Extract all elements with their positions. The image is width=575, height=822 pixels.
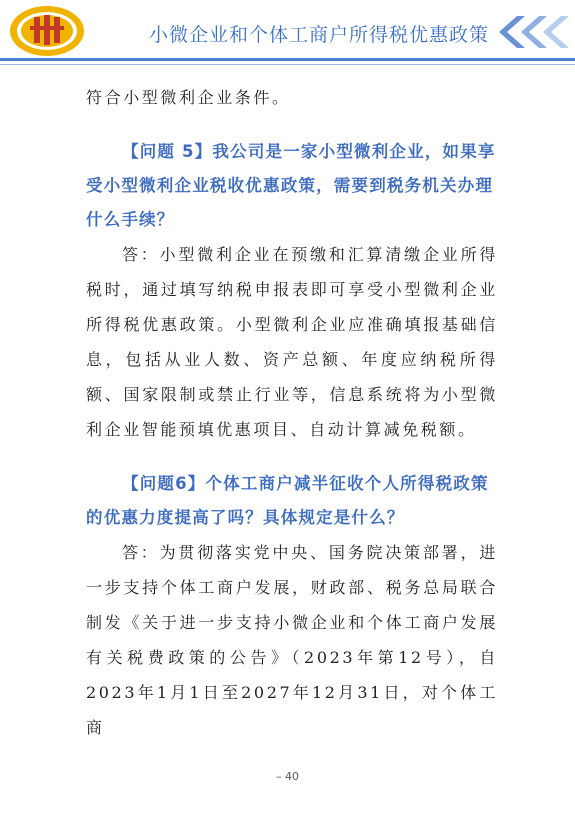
- question-6-heading: 【问题6】个体工商户减半征收个人所得税政策的优惠力度提高了吗？具体规定是什么？: [86, 474, 489, 527]
- document-body: [86, 80, 498, 745]
- paragraph-continuation: 符合小型微利企业条件。: [86, 88, 291, 107]
- answer-5-paragraph: 答：小型微利企业在预缴和汇算清缴企业所得税时，通过填写纳税申报表即可享受小型微利企业所得税优惠政策。小型微利企业应准确填报基础信息，包括从业人数、资产总额、年度应纳税所得额、国家限制或禁止行业等，信息系统将为小型微利企业智能预填优惠项目、自动计算减免税额。: [86, 245, 498, 439]
- header-rule: [0, 58, 575, 61]
- header-title: 小微企业和个体工商户所得税优惠政策: [148, 24, 489, 46]
- tax-emblem-icon: [8, 4, 86, 58]
- header-rule-thin: [0, 64, 575, 65]
- page-number: – 40: [276, 770, 299, 783]
- page-header: [0, 0, 575, 72]
- answer-6-paragraph: 答：为贯彻落实党中央、国务院决策部署，进一步支持个体工商户发展，财政部、税务总局联合制发《关于进一步支持小微企业和个体工商户发展有关税费政策的公告》（2023年第12号），自2023年1月1日至2027年12月31日，对个体工商: [86, 543, 498, 737]
- question-5-heading: 【问题 5】我公司是一家小型微利企业，如果享受小型微利企业税收优惠政策，需要到税务机关办理什么手续？: [86, 142, 496, 229]
- chevron-decoration-icon: [489, 14, 569, 50]
